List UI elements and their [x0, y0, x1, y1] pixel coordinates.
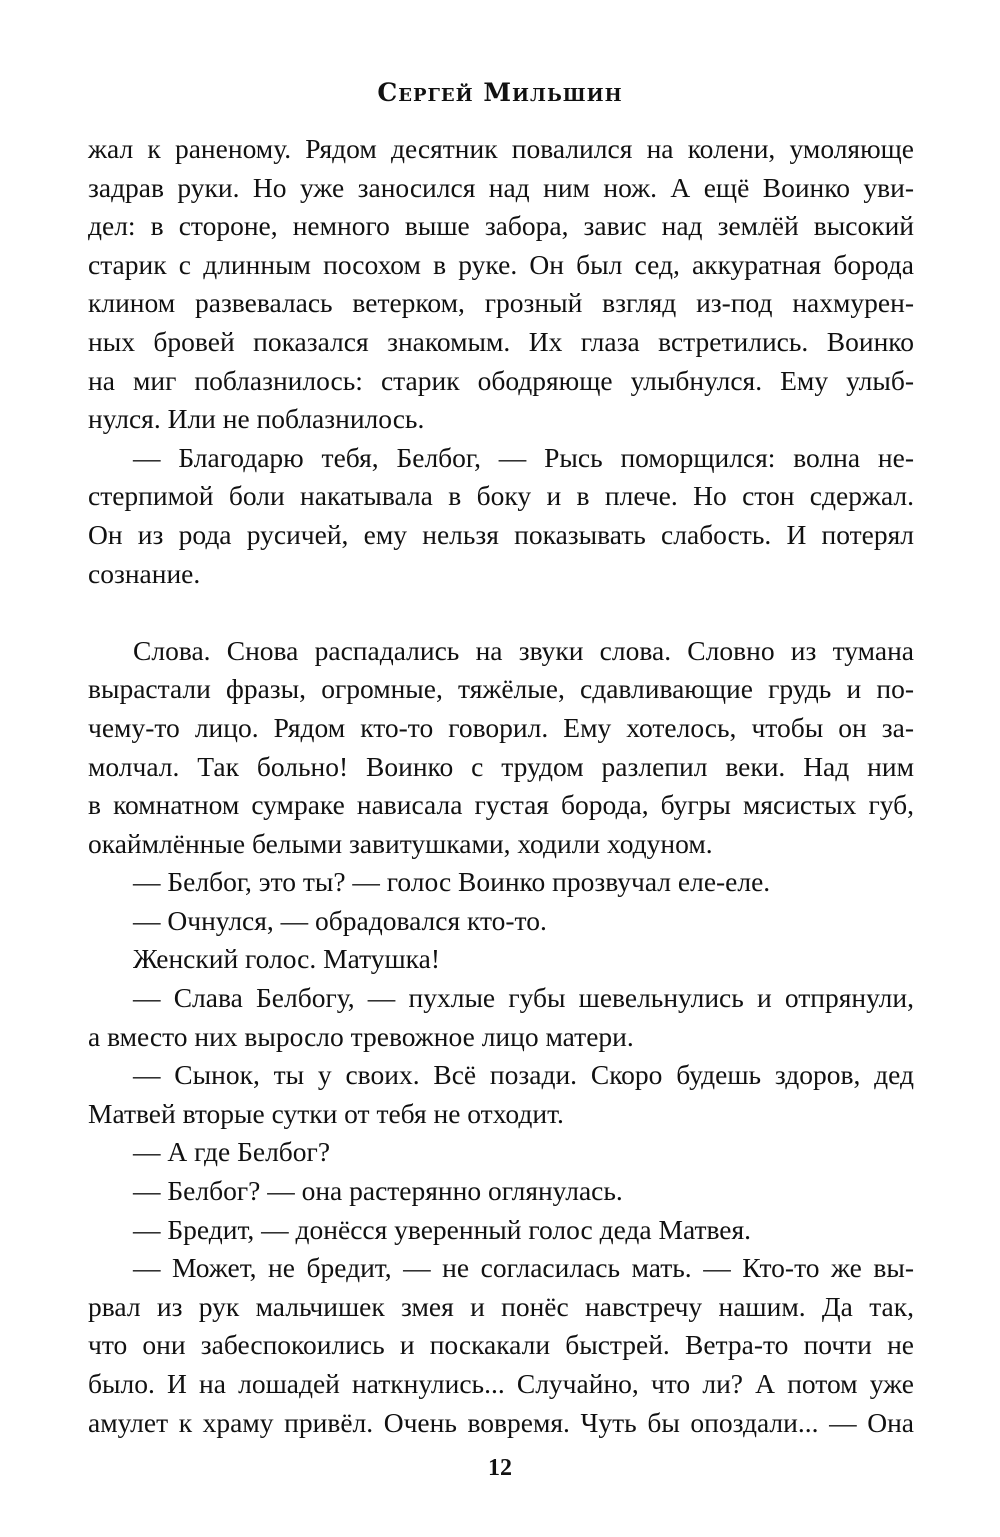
text-line: было. И на лошадей наткнулись... Случайно, что ли? А потом уже [88, 1368, 914, 1399]
text-line: рвал из рук мальчишек змея и понёс навстречу нашим. Да так, [88, 1290, 914, 1322]
running-header-author: Сергей Мильшин [377, 78, 623, 107]
text-line: сознание. [88, 557, 201, 589]
text-line: Женский голос. Матушка! [133, 943, 440, 975]
text-line: задрав руки. Но уже заносился над ним нож. А ещё Воинко уви- [88, 171, 914, 203]
text-line: — Очнулся, — обрадовался кто-то. [133, 904, 547, 936]
text-line: Он из рода русичей, ему нельзя показывать слабость. И потерял [88, 518, 914, 550]
text-line: жал к раненому. Рядом десятник повалился на колени, умоляюще [88, 133, 914, 164]
text-line: — А где Белбог? [133, 1136, 331, 1168]
text-line: амулет к храму привёл. Очень вовремя. Чуть бы опоздали... — Она [88, 1406, 914, 1438]
text-line: — Сынок, ты у своих. Всё позади. Скоро будешь здоров, дед [133, 1059, 914, 1091]
text-line: вырастали фразы, огромные, тяжёлые, сдавливающие грудь и по- [88, 673, 914, 705]
text-line: нулся. Или не поблазнилось. [88, 403, 425, 435]
text-line: окаймлённые белыми завитушками, ходили ходуном. [88, 827, 713, 859]
text-line: в комнатном сумраке нависала густая борода, бугры мясистых губ, [88, 789, 914, 821]
text-line: молчал. Так больно! Воинко с трудом разлепил веки. Над ним [88, 750, 914, 782]
body-text [88, 130, 914, 1442]
text-line: Матвей вторые сутки от тебя не отходит. [88, 1097, 564, 1129]
text-line: Слова. Снова распадались на звуки слова. Словно из тумана [133, 634, 914, 666]
text-line: старик с длинным посохом в руке. Он был сед, аккуратная борода [88, 248, 914, 280]
text-line: — Слава Белбогу, — пухлые губы шевельнулись и отпрянули, [133, 982, 914, 1014]
text-line: а вместо них выросло тревожное лицо матери. [88, 1020, 634, 1052]
text-line: — Может, не бредит, — не согласилась мать. — Кто-то же вы- [133, 1252, 914, 1284]
text-line: на миг поблазнилось: старик ободряюще улыбнулся. Ему улыб- [88, 364, 914, 396]
text-line: клином развевалась ветерком, грозный взгляд из-под нахмурен- [88, 287, 914, 319]
text-line: что они забеспокоились и поскакали быстрей. Ветра-то почти не [88, 1329, 914, 1361]
text-line: — Бредит, — донёсся уверенный голос деда Матвея. [133, 1213, 752, 1245]
text-line: — Благодарю тебя, Белбог, — Рысь поморщился: волна не- [133, 441, 914, 473]
text-line: чему-то лицо. Рядом кто-то говорил. Ему хотелось, чтобы он за- [88, 711, 914, 743]
page-number: 12 [488, 1455, 512, 1481]
text-line: ных бровей показался знакомым. Их глаза встретились. Воинко [88, 325, 914, 357]
text-line: стерпимой боли накатывала в боку и в плече. Но стон сдержал. [88, 480, 914, 512]
text-line: дел: в стороне, немного выше забора, завис над землёй высокий [88, 210, 914, 242]
text-line: — Белбог, это ты? — голос Воинко прозвучал еле-еле. [133, 866, 771, 898]
text-line: — Белбог? — она растерянно оглянулась. [133, 1175, 623, 1207]
section-break [88, 593, 914, 632]
